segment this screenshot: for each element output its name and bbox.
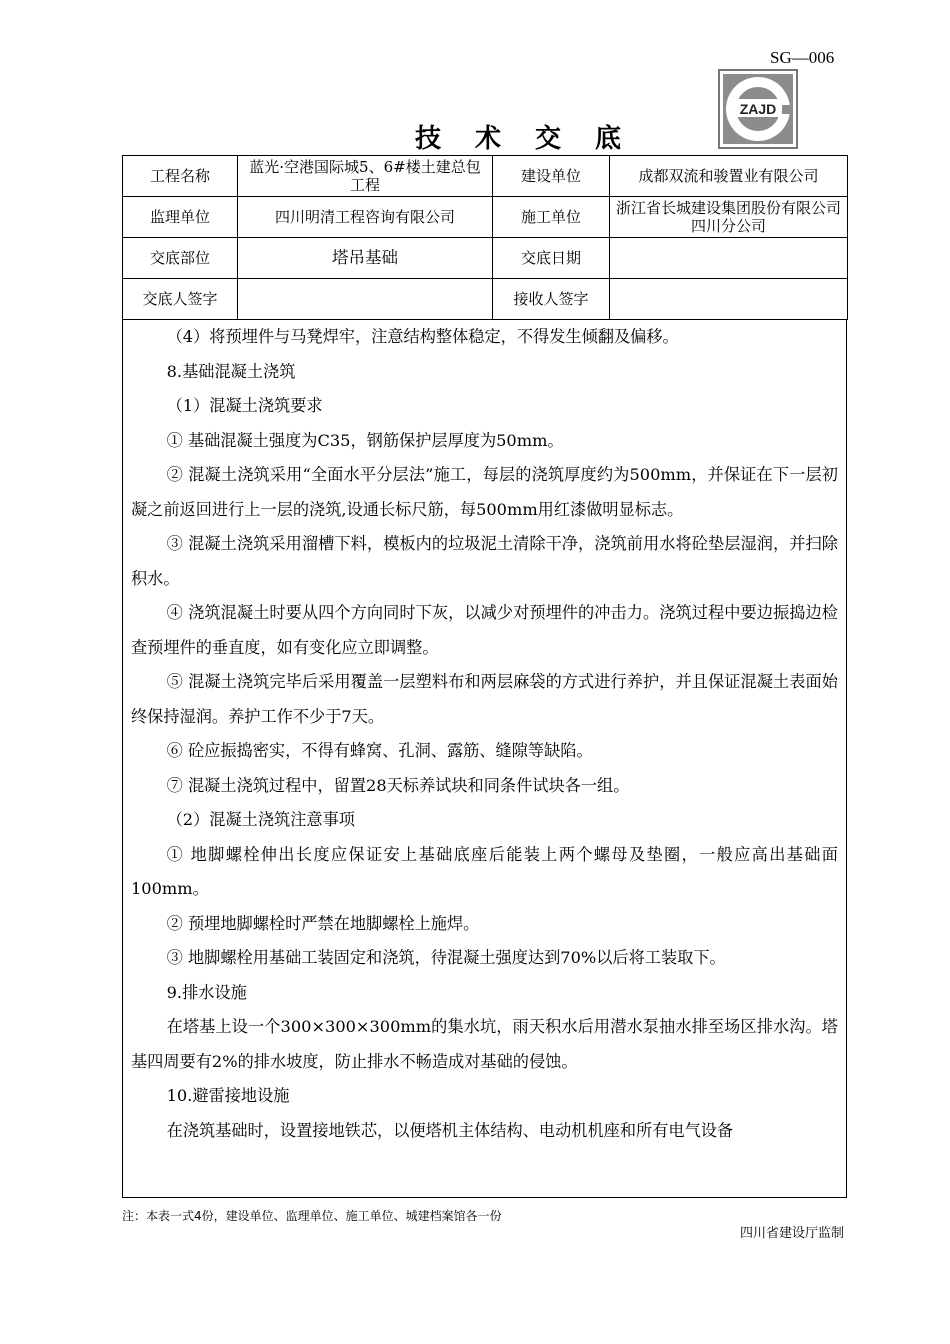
footnote: 注：本表一式4份，建设单位、监理单位、施工单位、城建档案馆各一份 (122, 1209, 502, 1223)
paragraph: ① 基础混凝土强度为C35，钢筋保护层厚度为50mm。 (166, 430, 564, 450)
paragraph: （4）将预埋件与马凳焊牢，注意结构整体稳定，不得发生倾翻及偏移。 (166, 327, 679, 346)
paragraph: 在塔基上设一个300×300×300mm的集水坑，雨天积水后用潜水泵抽水排至场区排水沟。塔基四周要有2%的排水坡度，防止排水不畅造成对基础的侵蚀。 (131, 1017, 838, 1071)
document-code: SG—006 (770, 48, 835, 67)
paragraph: ② 预埋地脚螺栓时严禁在地脚螺栓上施焊。 (166, 913, 480, 933)
paragraph: ③ 地脚螺栓用基础工装固定和浇筑，待混凝土强度达到70%以后将工装取下。 (166, 948, 726, 967)
paragraph: （1）混凝土浇筑要求 (166, 396, 323, 415)
value-construction-unit: 成都双流和骏置业有限公司 (610, 156, 848, 197)
value-disclosure-date (610, 238, 848, 279)
value-project-name: 蓝光·空港国际城5、6#楼土建总包工程 (238, 156, 493, 197)
label-project-name: 工程名称 (123, 156, 238, 197)
label-disclosure-date: 交底日期 (493, 238, 610, 279)
paragraph: ⑥ 砼应振捣密实，不得有蜂窝、孔洞、露筋、缝隙等缺陷。 (166, 741, 593, 760)
value-discloser-signature (238, 279, 493, 320)
paragraph: 9.排水设施 (166, 982, 247, 1002)
table-row (123, 156, 848, 197)
header-table (122, 155, 848, 320)
value-disclosure-part: 塔吊基础 (238, 238, 493, 279)
table-row (123, 279, 848, 320)
value-supervision-unit: 四川明清工程咨询有限公司 (238, 197, 493, 238)
paragraph: ② 混凝土浇筑采用“全面水平分层法”施工，每层的浇筑厚度约为500mm，并保证在下一层初凝之前返回进行上一层的浇筑,设通长标尺筋，每500mm用红漆做明显标志。 (131, 465, 838, 519)
table-row (123, 197, 848, 238)
label-receiver-signature: 接收人签字 (493, 279, 610, 320)
paragraph: 在浇筑基础时，设置接地铁芯，以便塔机主体结构、电动机机座和所有电气设备 (166, 1120, 734, 1140)
label-construction-unit: 建设单位 (493, 156, 610, 197)
table-row (123, 238, 848, 279)
company-logo (718, 69, 798, 149)
disclosure-content (122, 320, 847, 1198)
paragraph: 8.基础混凝土浇筑 (166, 361, 296, 381)
label-supervision-unit: 监理单位 (123, 197, 238, 238)
paragraph: （2）混凝土浇筑注意事项 (166, 810, 355, 829)
value-contractor: 浙江省长城建设集团股份有限公司四川分公司 (610, 197, 848, 238)
label-contractor: 施工单位 (493, 197, 610, 238)
value-receiver-signature (610, 279, 848, 320)
label-disclosure-part: 交底部位 (123, 238, 238, 279)
svg-text:ZAJD: ZAJD (739, 101, 777, 117)
supervision-note: 四川省建设厅监制 (740, 1226, 845, 1241)
paragraph: 10.避雷接地设施 (166, 1086, 290, 1105)
paragraph: ③ 混凝土浇筑采用溜槽下料，模板内的垃圾泥土清除干净，浇筑前用水将砼垫层湿润，并扫除积水。 (131, 534, 838, 588)
paragraph: ⑦ 混凝土浇筑过程中，留置28天标养试块和同条件试块各一组。 (166, 775, 630, 795)
paragraph: ⑤ 混凝土浇筑完毕后采用覆盖一层塑料布和两层麻袋的方式进行养护，并且保证混凝土表面始终保持湿润。养护工作不少于7天。 (131, 672, 838, 726)
paragraph: ④ 浇筑混凝土时要从四个方向同时下灰，以减少对预埋件的冲击力。浇筑过程中要边振捣边检查预埋件的垂直度，如有变化应立即调整。 (131, 603, 838, 657)
page-title: 技术交底 (415, 124, 656, 154)
label-discloser-signature: 交底人签字 (123, 279, 238, 320)
paragraph: ① 地脚螺栓伸出长度应保证安上基础底座后能装上两个螺母及垫圈，一般应高出基础面100mm。 (131, 844, 838, 898)
